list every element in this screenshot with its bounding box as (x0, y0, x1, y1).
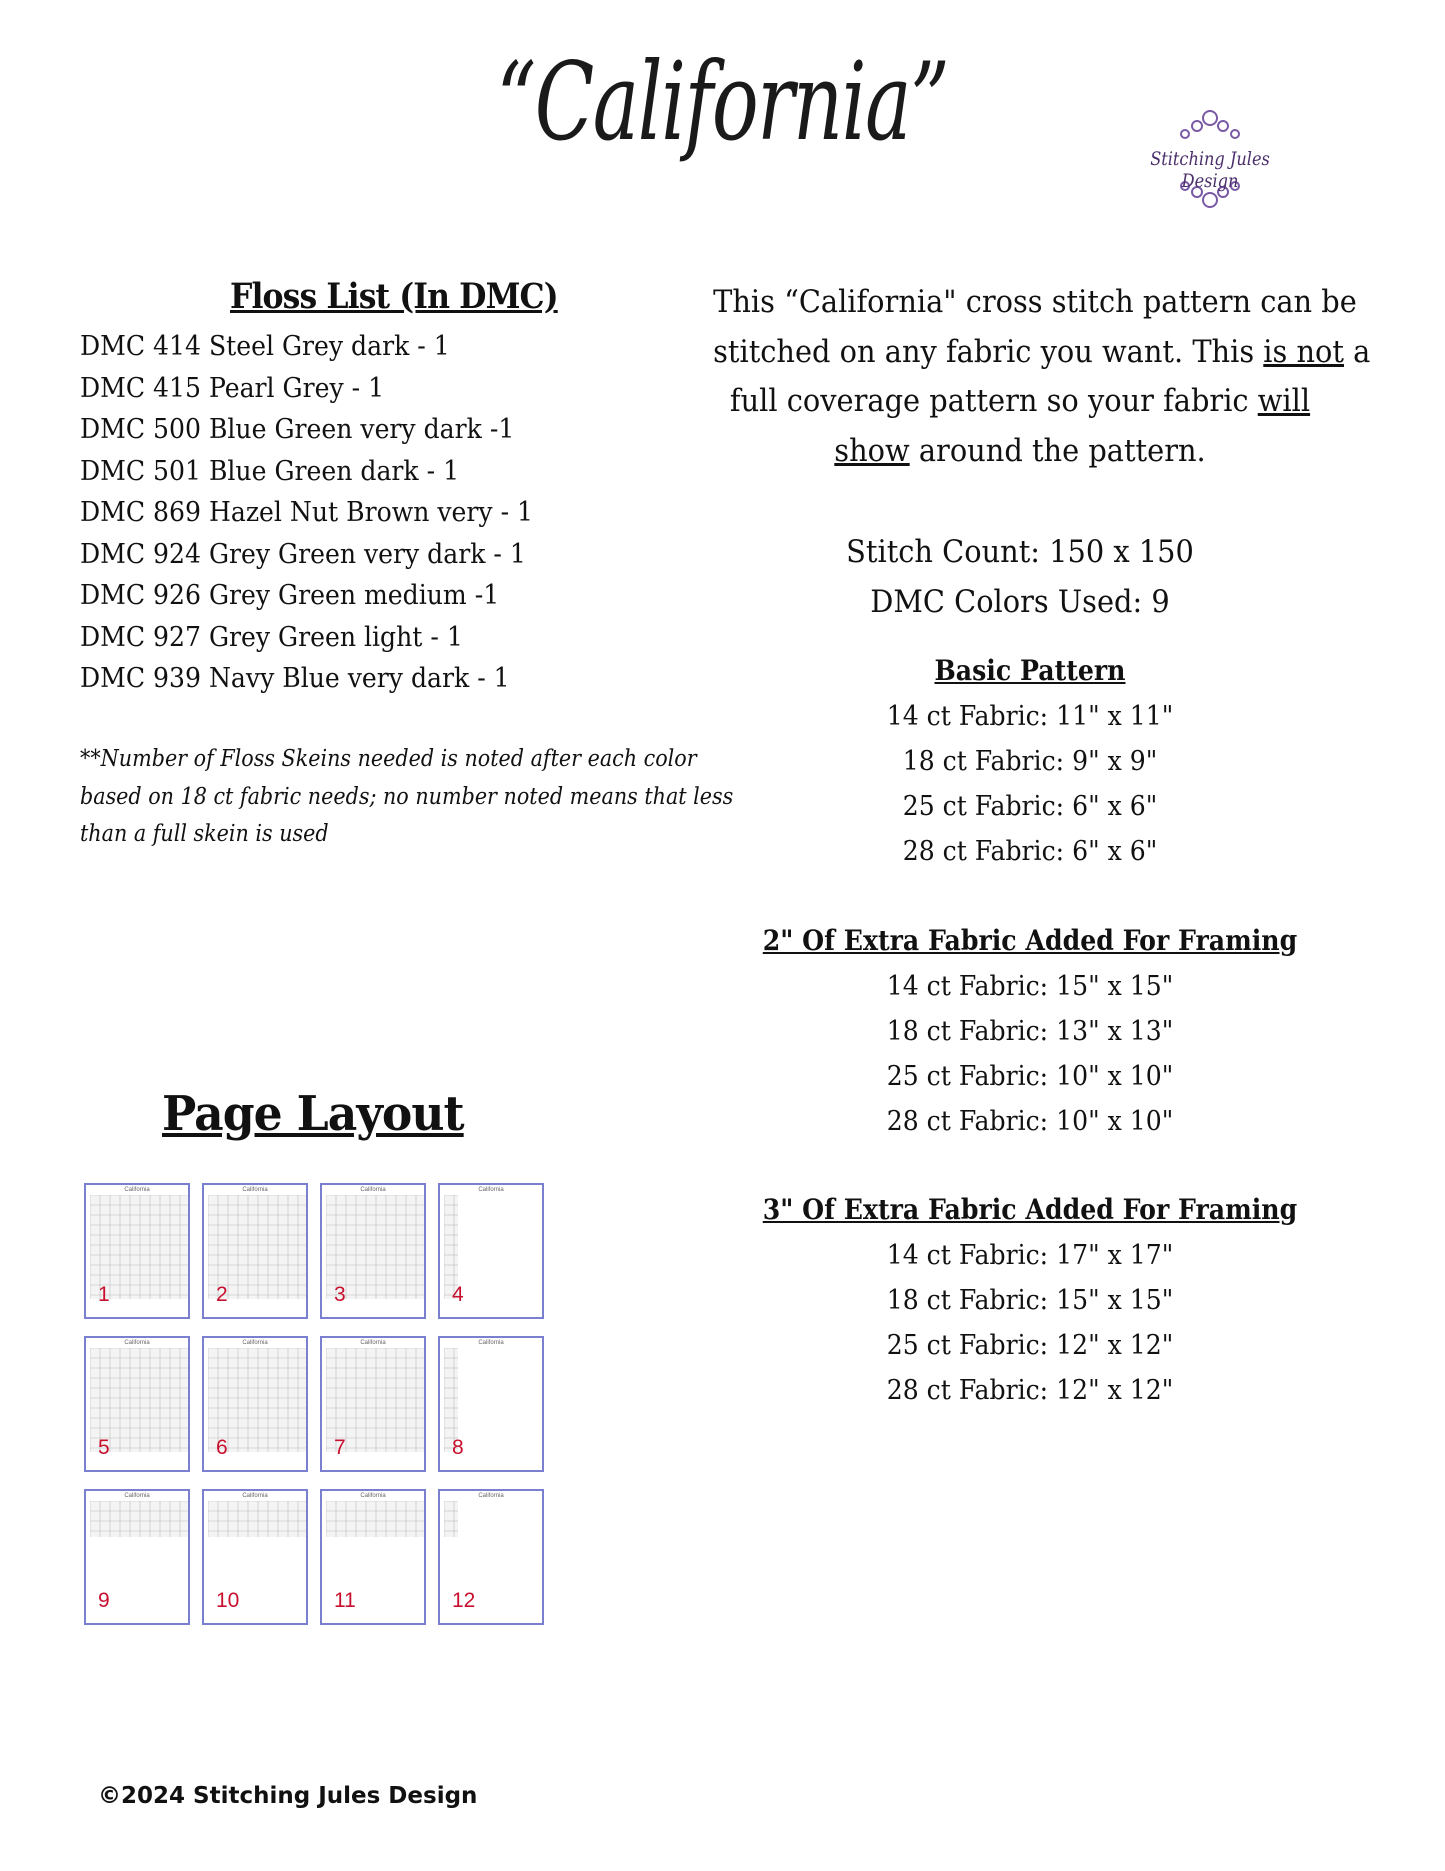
floss-item: DMC 414 Steel Grey dark - 1 (80, 331, 450, 362)
page-number: 8 (452, 1436, 464, 1459)
layout-page-thumbnail (202, 1489, 308, 1625)
page-number: 2 (216, 1283, 228, 1306)
floss-item: DMC 927 Grey Green light - 1 (80, 621, 463, 653)
page-layout-heading: Page Layout (162, 1086, 464, 1142)
page-number: 12 (452, 1589, 476, 1612)
desc-text: full coverage pattern so your fabric (729, 383, 1258, 419)
desc-emphasis: is not (1263, 333, 1345, 370)
desc-emphasis: show (834, 432, 910, 469)
size-row: 25 ct Fabric: 12" x 12" (886, 1330, 1174, 1361)
layout-page-thumbnail (438, 1336, 544, 1472)
floss-item: DMC 500 Blue Green very dark -1 (80, 414, 515, 445)
page-number: 11 (334, 1589, 356, 1612)
pattern-description (690, 278, 1371, 476)
desc-line (713, 377, 1327, 427)
layout-page-thumbnail (84, 1489, 190, 1625)
page-number: 5 (98, 1436, 110, 1459)
thumbnail-title: California (360, 1187, 386, 1193)
size-row: 18 ct Fabric: 13" x 13" (886, 1016, 1174, 1047)
page-number: 7 (334, 1436, 346, 1459)
thumbnail-title: California (478, 1493, 504, 1499)
chart-grid-preview (90, 1501, 188, 1537)
floss-item: DMC 501 Blue Green dark - 1 (80, 455, 460, 487)
basic-pattern-section (710, 648, 1350, 874)
size-row: 28 ct Fabric: 10" x 10" (886, 1106, 1174, 1137)
thumbnail-title: California (478, 1187, 504, 1193)
size-row: 18 ct Fabric: 15" x 15" (886, 1285, 1174, 1316)
desc-line (713, 328, 1371, 378)
floss-item: DMC 869 Hazel Nut Brown very - 1 (80, 497, 534, 528)
desc-text: This “California" cross stitch pattern can be (713, 284, 1357, 320)
thumbnail-title: California (360, 1493, 386, 1499)
thumbnail-title: California (124, 1187, 150, 1193)
brand-logo (1105, 104, 1315, 224)
page-layout-grid (84, 1183, 554, 1631)
chart-grid-preview (326, 1501, 424, 1537)
stitch-count: Stitch Count: 150 x 150 (846, 534, 1194, 570)
page-number: 4 (452, 1283, 464, 1306)
pattern-stats (690, 528, 1350, 627)
layout-page-thumbnail (84, 1183, 190, 1319)
size-row: 25 ct Fabric: 6" x 6" (902, 791, 1158, 822)
desc-line (713, 278, 1357, 328)
section-heading: 2" Of Extra Fabric Added For Framing (762, 924, 1298, 957)
layout-page-thumbnail (320, 1489, 426, 1625)
page-number: 3 (334, 1283, 346, 1306)
layout-page-thumbnail (438, 1489, 544, 1625)
section-heading: 3" Of Extra Fabric Added For Framing (762, 1193, 1298, 1226)
floss-item: DMC 415 Pearl Grey - 1 (80, 372, 385, 404)
size-row: 14 ct Fabric: 15" x 15" (886, 971, 1174, 1002)
desc-text: stitched on any fabric you want. This (713, 333, 1264, 370)
note-line: than a full skein is used (80, 819, 329, 847)
layout-page-thumbnail (320, 1183, 426, 1319)
desc-text: a (1344, 333, 1371, 370)
size-row: 28 ct Fabric: 6" x 6" (902, 836, 1158, 867)
layout-page-thumbnail (202, 1183, 308, 1319)
note-line: based on 18 ct fabric needs; no number noted means that less (80, 781, 734, 810)
floss-list (80, 326, 567, 700)
page-number: 9 (98, 1589, 110, 1612)
thumbnail-title: California (242, 1187, 268, 1193)
logo-text: Stitching Jules Design (1150, 148, 1270, 192)
page-number: 1 (98, 1283, 110, 1306)
extra-2in-section (710, 918, 1350, 1144)
page-title: “California” (496, 40, 949, 165)
chart-grid-preview (444, 1501, 458, 1537)
floss-item: DMC 939 Navy Blue very dark - 1 (80, 663, 510, 694)
thumbnail-title: California (124, 1340, 150, 1346)
thumbnail-title: California (124, 1493, 150, 1499)
layout-page-thumbnail (320, 1336, 426, 1472)
layout-page-thumbnail (438, 1183, 544, 1319)
skein-note (80, 740, 734, 853)
desc-line (713, 427, 1327, 477)
page-number: 6 (216, 1436, 228, 1459)
layout-page-thumbnail (202, 1336, 308, 1472)
thumbnail-title: California (360, 1340, 386, 1346)
size-row: 14 ct Fabric: 11" x 11" (886, 701, 1174, 732)
note-line: **Number of Floss Skeins needed is noted after each color (80, 744, 697, 772)
copyright-footer: ©2024 Stitching Jules Design (98, 1783, 478, 1809)
size-row: 14 ct Fabric: 17" x 17" (886, 1240, 1174, 1271)
size-row: 28 ct Fabric: 12" x 12" (886, 1375, 1174, 1406)
section-heading: Basic Pattern (934, 654, 1126, 687)
size-row: 25 ct Fabric: 10" x 10" (886, 1061, 1174, 1092)
thumbnail-title: California (242, 1340, 268, 1346)
extra-3in-section (710, 1187, 1350, 1413)
colors-used: DMC Colors Used: 9 (870, 583, 1170, 620)
floss-item: DMC 926 Grey Green medium -1 (80, 580, 500, 611)
floss-list-heading: Floss List (In DMC) (230, 276, 558, 317)
layout-page-thumbnail (84, 1336, 190, 1472)
desc-emphasis: will (1257, 383, 1311, 419)
chart-grid-preview (208, 1501, 306, 1537)
size-row: 18 ct Fabric: 9" x 9" (902, 746, 1158, 777)
floss-item: DMC 924 Grey Green very dark - 1 (80, 538, 526, 570)
thumbnail-title: California (242, 1493, 268, 1499)
page-number: 10 (216, 1589, 240, 1612)
thumbnail-title: California (478, 1340, 504, 1346)
desc-text: around the pattern. (909, 432, 1206, 469)
